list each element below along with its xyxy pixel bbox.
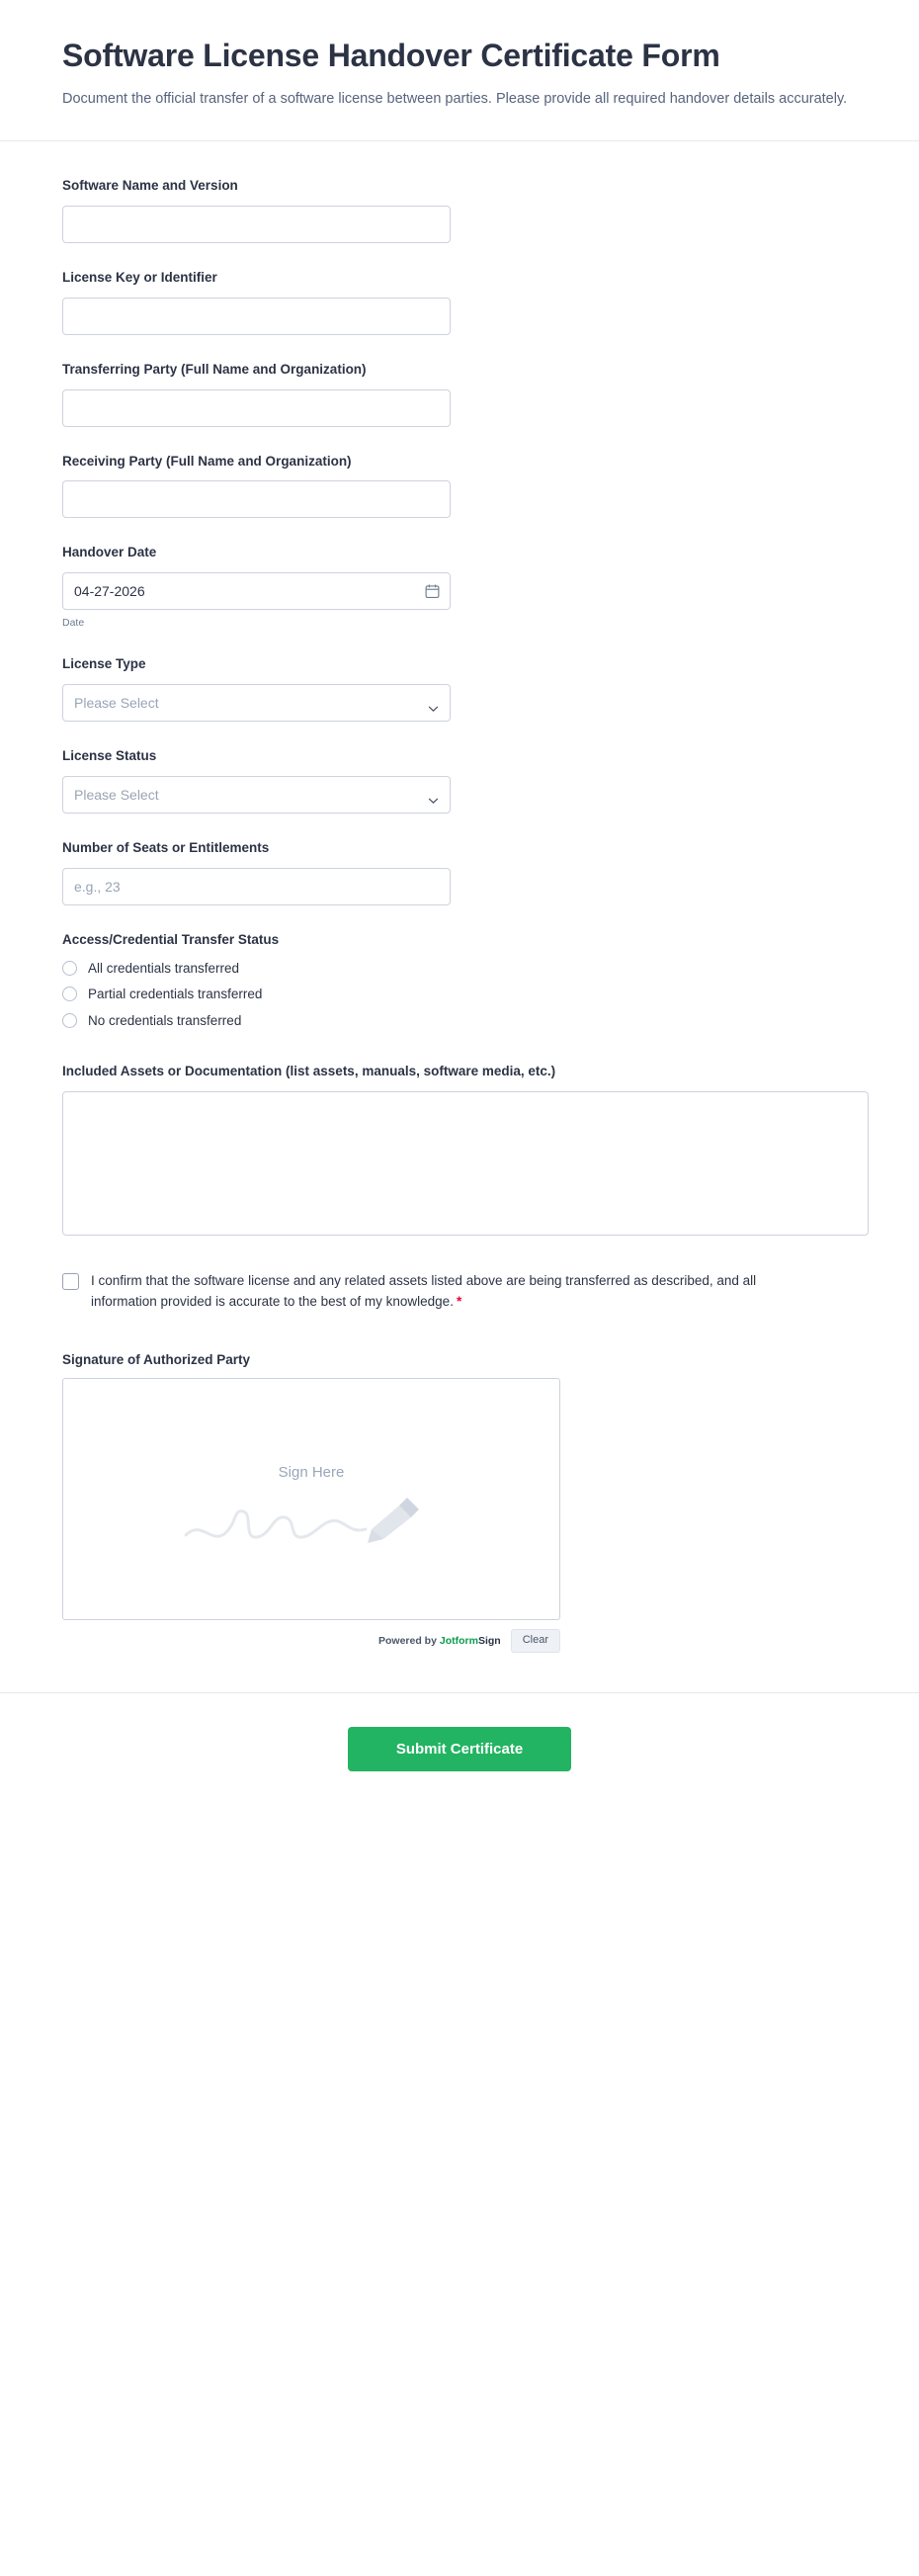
field-license-type — [62, 655, 857, 722]
field-handover-date — [62, 544, 857, 629]
handover-date-label: Handover Date — [62, 545, 157, 560]
jotform-brand: Jotform — [439, 1634, 478, 1647]
included-assets-textarea[interactable] — [62, 1091, 869, 1236]
required-marker: * — [456, 1293, 462, 1309]
license-type-select[interactable]: Please Select — [62, 684, 451, 722]
software-name-input[interactable] — [62, 206, 451, 243]
license-type-label: License Type — [62, 655, 146, 671]
license-status-label: License Status — [62, 747, 157, 763]
radio-circle-icon[interactable] — [62, 1013, 77, 1028]
transferring-party-label: Transferring Party (Full Name and Organization) — [62, 361, 367, 377]
radio-circle-icon[interactable] — [62, 987, 77, 1001]
handover-date-input[interactable] — [62, 572, 451, 610]
radio-label: No credentials transferred — [88, 1012, 242, 1028]
seats-input[interactable] — [62, 868, 451, 905]
field-software-name — [62, 177, 857, 243]
field-transferring-party — [62, 361, 857, 427]
field-license-status — [62, 747, 857, 814]
radio-circle-icon[interactable] — [62, 961, 77, 976]
consent-label: I confirm that the software license and any related assets listed above are being transferred as described, and all information provided is accurate to the best of my knowledge. — [91, 1273, 757, 1309]
field-receiving-party — [62, 453, 857, 519]
included-assets-label: Included Assets or Documentation (list assets, manuals, software media, etc.) — [62, 1064, 556, 1079]
consent-text — [91, 1271, 774, 1313]
sign-brand: Sign — [477, 1634, 501, 1647]
transferring-party-input[interactable] — [62, 389, 451, 427]
signature-label: Signature of Authorized Party — [62, 1351, 251, 1367]
radio-option-partial-credentials[interactable] — [62, 986, 857, 1003]
radio-option-no-credentials[interactable] — [62, 1012, 857, 1030]
powered-prefix: Powered by — [378, 1634, 437, 1647]
license-key-label: License Key or Identifier — [62, 269, 217, 285]
submit-button[interactable]: Submit Certificate — [348, 1727, 571, 1771]
signature-hint: Sign Here — [278, 1463, 345, 1481]
field-seats — [62, 839, 857, 905]
form-header — [0, 0, 919, 141]
access-status-radio-group — [62, 960, 857, 1030]
receiving-party-input[interactable] — [62, 480, 451, 518]
form-footer — [0, 1692, 919, 1821]
software-name-label: Software Name and Version — [62, 177, 238, 193]
consent-row[interactable] — [62, 1271, 774, 1313]
field-signature — [62, 1352, 857, 1653]
radio-label: Partial credentials transferred — [88, 987, 263, 1002]
form-body — [0, 141, 919, 1653]
license-status-select[interactable]: Please Select — [62, 776, 451, 814]
handover-date-wrap — [62, 572, 451, 610]
signature-pad[interactable] — [62, 1378, 560, 1620]
radio-label: All credentials transferred — [88, 960, 240, 976]
page-subtitle: Document the official transfer of a software license between parties. Please provide all required handover details accurately. — [62, 91, 848, 108]
powered-by-label — [378, 1635, 501, 1647]
field-access-status — [62, 931, 857, 1030]
license-key-input[interactable] — [62, 298, 451, 335]
signature-footer — [62, 1629, 560, 1653]
field-included-assets — [62, 1063, 857, 1236]
consent-checkbox[interactable] — [62, 1273, 79, 1290]
signature-pen-icon — [178, 1490, 445, 1559]
radio-option-all-credentials[interactable] — [62, 960, 857, 978]
access-status-label: Access/Credential Transfer Status — [62, 931, 280, 947]
seats-label: Number of Seats or Entitlements — [62, 839, 270, 855]
license-status-wrap — [62, 776, 451, 814]
field-license-key — [62, 269, 857, 335]
page-title: Software License Handover Certificate Form — [62, 38, 720, 73]
receiving-party-label: Receiving Party (Full Name and Organization) — [62, 453, 352, 469]
clear-signature-button[interactable]: Clear — [511, 1629, 560, 1653]
handover-date-hint: Date — [62, 617, 85, 630]
license-type-wrap — [62, 684, 451, 722]
